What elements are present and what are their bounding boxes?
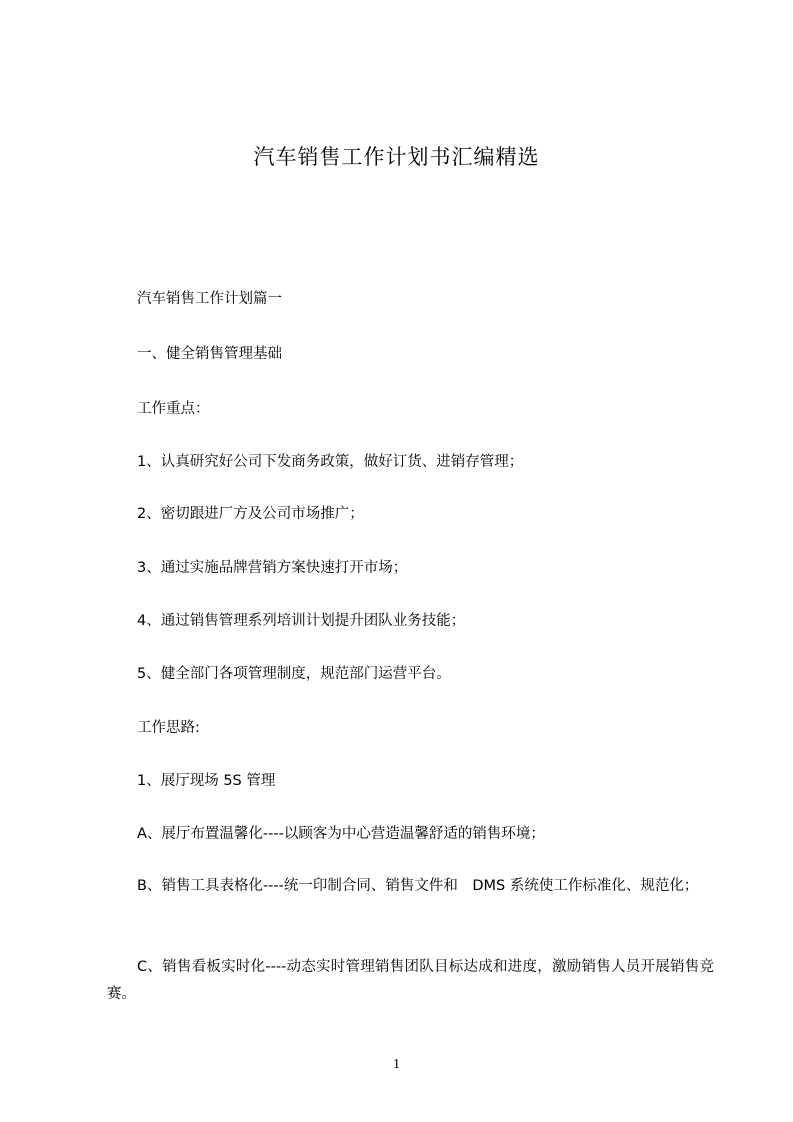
list-item: 1、展厅现场 5S 管理 xyxy=(137,773,276,789)
list-item: 1、认真研究好公司下发商务政策，做好订货、进销存管理； xyxy=(137,454,524,470)
paragraph: 工作重点： xyxy=(137,401,210,417)
list-item: 3、通过实施品牌营销方案快速打开市场； xyxy=(137,560,408,576)
page-number: 1 xyxy=(393,1057,400,1072)
paragraph: 工作思路: xyxy=(137,720,200,736)
subsection-heading: 一、健全销售管理基础 xyxy=(137,346,282,362)
list-item: B、销售工具表格化----统一印制合同、销售文件和 DMS 系统使工作标准化、规范化； xyxy=(137,878,699,894)
list-item: 5、健全部门各项管理制度，规范部门运营平台。 xyxy=(137,666,451,682)
list-item: A、展厅布置温馨化----以顾客为中心营造温馨舒适的销售环境； xyxy=(137,826,545,842)
list-item: 2、密切跟进厂方及公司市场推广； xyxy=(137,506,364,522)
section-heading: 汽车销售工作计划篇一 xyxy=(137,291,282,307)
list-item: C、销售看板实时化----动态实时管理销售团队目标达成和进度，激励销售人员开展销售竞赛。 xyxy=(107,959,714,1002)
list-item: 4、通过销售管理系列培训计划提升团队业务技能； xyxy=(137,613,466,629)
document-title: 汽车销售工作计划书汇编精选 xyxy=(253,145,540,169)
